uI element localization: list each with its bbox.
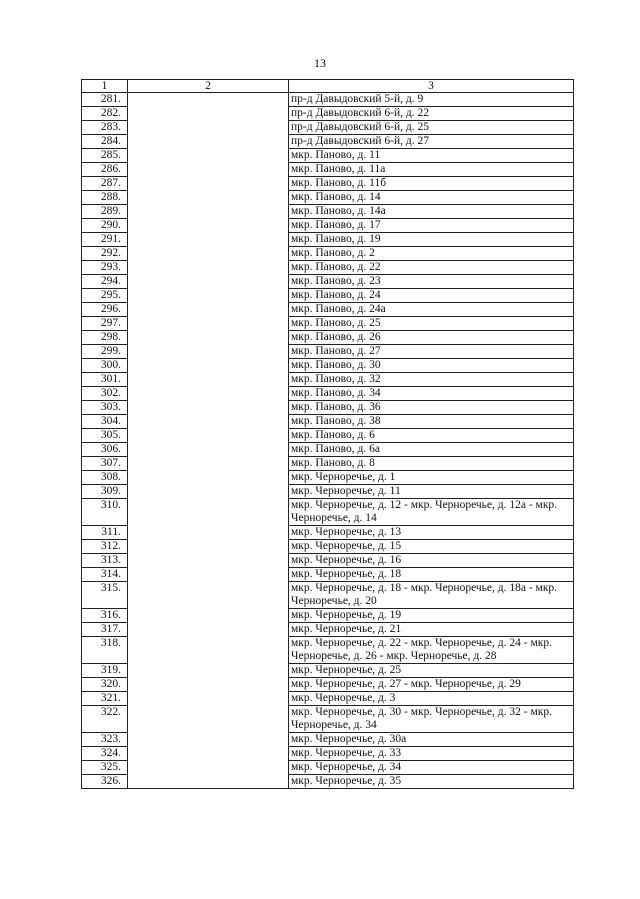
row-number: 303. — [82, 401, 128, 415]
row-number: 290. — [82, 219, 128, 233]
row-number: 281. — [82, 93, 128, 107]
row-number: 293. — [82, 261, 128, 275]
address-cell: мкр. Черноречье, д. 27 - мкр. Черноречье, д. 29 — [289, 678, 574, 692]
row-number: 302. — [82, 387, 128, 401]
address-cell: мкр. Черноречье, д. 34 — [289, 761, 574, 775]
address-cell: пр-д Давыдовский 5-й, д. 9 — [289, 93, 574, 107]
row-number: 310. — [82, 499, 128, 526]
row-number: 313. — [82, 554, 128, 568]
column-header-2: 2 — [128, 80, 289, 93]
address-cell: мкр. Черноречье, д. 11 — [289, 485, 574, 499]
row-number: 325. — [82, 761, 128, 775]
address-cell: мкр. Черноречье, д. 35 — [289, 775, 574, 789]
row-number: 286. — [82, 163, 128, 177]
row-number: 300. — [82, 359, 128, 373]
address-cell: мкр. Паново, д. 34 — [289, 387, 574, 401]
row-number: 314. — [82, 568, 128, 582]
row-number: 301. — [82, 373, 128, 387]
address-cell: мкр. Черноречье, д. 13 — [289, 526, 574, 540]
column-2-cell — [128, 93, 289, 789]
address-cell: мкр. Паново, д. 38 — [289, 415, 574, 429]
table-body — [82, 93, 574, 789]
row-number: 312. — [82, 540, 128, 554]
address-cell: мкр. Паново, д. 24а — [289, 303, 574, 317]
address-cell: мкр. Паново, д. 11а — [289, 163, 574, 177]
row-number: 298. — [82, 331, 128, 345]
address-cell: мкр. Черноречье, д. 12 - мкр. Черноречье, д. 12а - мкр. Черноречье, д. 14 — [289, 499, 574, 526]
address-cell: мкр. Паново, д. 25 — [289, 317, 574, 331]
address-cell: мкр. Паново, д. 2 — [289, 247, 574, 261]
address-cell: мкр. Черноречье, д. 19 — [289, 609, 574, 623]
column-header-3: 3 — [289, 80, 574, 93]
row-number: 306. — [82, 443, 128, 457]
row-number: 319. — [82, 664, 128, 678]
address-cell: пр-д Давыдовский 6-й, д. 22 — [289, 107, 574, 121]
column-header-1: 1 — [82, 80, 128, 93]
address-cell: мкр. Черноречье, д. 30а — [289, 733, 574, 747]
address-cell: мкр. Черноречье, д. 3 — [289, 692, 574, 706]
row-number: 297. — [82, 317, 128, 331]
row-number: 322. — [82, 706, 128, 733]
address-cell: мкр. Паново, д. 6 — [289, 429, 574, 443]
address-cell: мкр. Черноречье, д. 15 — [289, 540, 574, 554]
row-number: 309. — [82, 485, 128, 499]
address-cell: мкр. Черноречье, д. 16 — [289, 554, 574, 568]
address-cell: мкр. Черноречье, д. 25 — [289, 664, 574, 678]
row-number: 320. — [82, 678, 128, 692]
address-cell: мкр. Паново, д. 6а — [289, 443, 574, 457]
address-cell: мкр. Черноречье, д. 22 - мкр. Черноречье, д. 24 - мкр. Черноречье, д. 26 - мкр. Черноречье, д. 28 — [289, 637, 574, 664]
address-cell: мкр. Черноречье, д. 30 - мкр. Черноречье, д. 32 - мкр. Черноречье, д. 34 — [289, 706, 574, 733]
row-number: 305. — [82, 429, 128, 443]
address-cell: пр-д Давыдовский 6-й, д. 27 — [289, 135, 574, 149]
row-number: 284. — [82, 135, 128, 149]
address-cell: мкр. Паново, д. 24 — [289, 289, 574, 303]
row-number: 311. — [82, 526, 128, 540]
address-cell: мкр. Паново, д. 30 — [289, 359, 574, 373]
address-cell: мкр. Паново, д. 22 — [289, 261, 574, 275]
address-cell: мкр. Паново, д. 26 — [289, 331, 574, 345]
address-cell: мкр. Паново, д. 32 — [289, 373, 574, 387]
address-cell: пр-д Давыдовский 6-й, д. 25 — [289, 121, 574, 135]
page-number: 13 — [314, 56, 326, 70]
row-number: 321. — [82, 692, 128, 706]
row-number: 315. — [82, 582, 128, 609]
address-cell: мкр. Паново, д. 27 — [289, 345, 574, 359]
address-cell: мкр. Паново, д. 36 — [289, 401, 574, 415]
address-cell: мкр. Паново, д. 23 — [289, 275, 574, 289]
address-cell: мкр. Паново, д. 14 — [289, 191, 574, 205]
row-number: 294. — [82, 275, 128, 289]
address-cell: мкр. Паново, д. 14а — [289, 205, 574, 219]
row-number: 326. — [82, 775, 128, 789]
row-number: 295. — [82, 289, 128, 303]
row-number: 292. — [82, 247, 128, 261]
address-cell: мкр. Черноречье, д. 21 — [289, 623, 574, 637]
address-cell: мкр. Черноречье, д. 18 — [289, 568, 574, 582]
row-number: 324. — [82, 747, 128, 761]
row-number: 307. — [82, 457, 128, 471]
row-number: 288. — [82, 191, 128, 205]
row-number: 317. — [82, 623, 128, 637]
address-table — [81, 79, 574, 789]
row-number: 316. — [82, 609, 128, 623]
row-number: 283. — [82, 121, 128, 135]
address-cell: мкр. Паново, д. 8 — [289, 457, 574, 471]
address-cell: мкр. Паново, д. 11б — [289, 177, 574, 191]
address-cell: мкр. Паново, д. 19 — [289, 233, 574, 247]
row-number: 282. — [82, 107, 128, 121]
row-number: 296. — [82, 303, 128, 317]
row-number: 285. — [82, 149, 128, 163]
address-cell: мкр. Паново, д. 11 — [289, 149, 574, 163]
row-number: 308. — [82, 471, 128, 485]
table-header — [82, 80, 574, 93]
table-header-row — [82, 80, 574, 93]
table-row — [82, 93, 574, 107]
address-cell: мкр. Черноречье, д. 33 — [289, 747, 574, 761]
row-number: 318. — [82, 637, 128, 664]
address-cell: мкр. Черноречье, д. 18 - мкр. Черноречье, д. 18а - мкр. Черноречье, д. 20 — [289, 582, 574, 609]
row-number: 287. — [82, 177, 128, 191]
address-cell: мкр. Паново, д. 17 — [289, 219, 574, 233]
row-number: 299. — [82, 345, 128, 359]
row-number: 291. — [82, 233, 128, 247]
row-number: 323. — [82, 733, 128, 747]
row-number: 289. — [82, 205, 128, 219]
row-number: 304. — [82, 415, 128, 429]
address-cell: мкр. Черноречье, д. 1 — [289, 471, 574, 485]
